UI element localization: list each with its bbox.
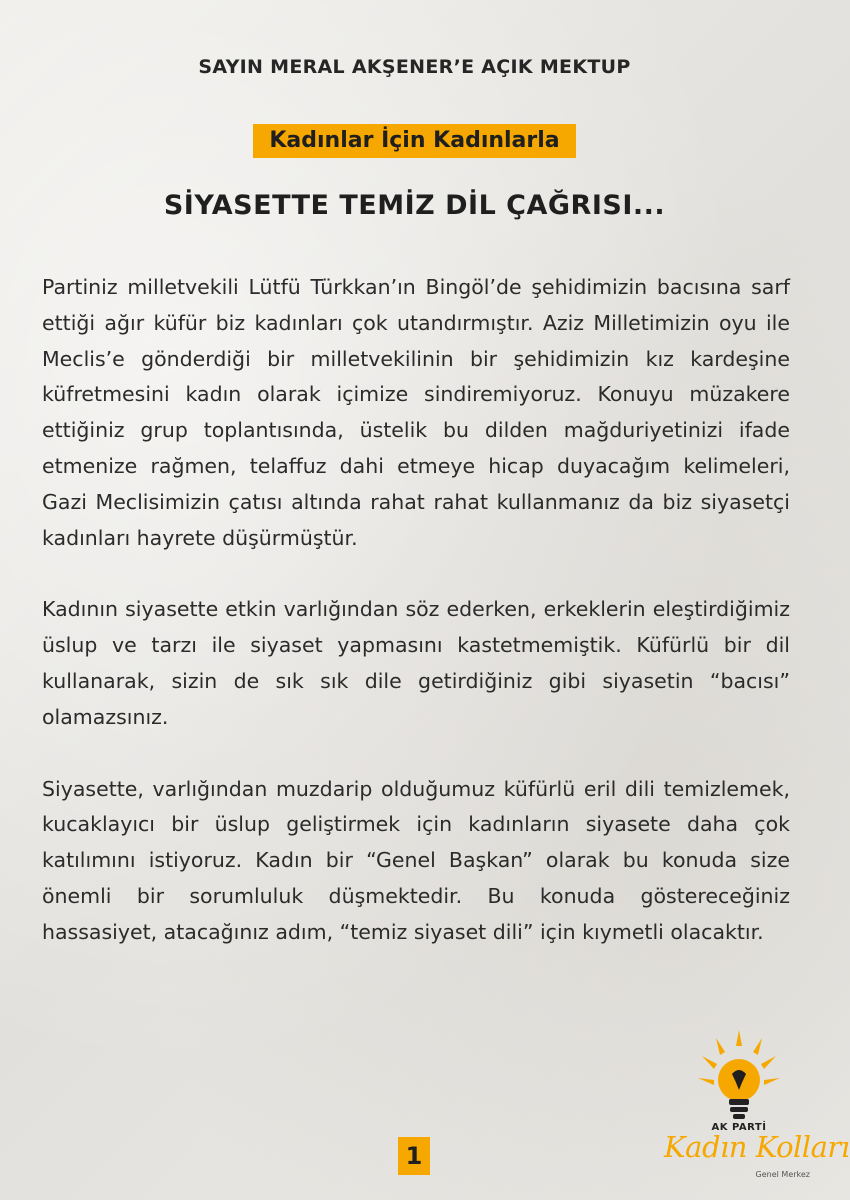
logo-subtitle: Genel Merkez <box>755 1170 810 1179</box>
paragraph-3: Siyasette, varlığından muzdarip olduğumuz küfürlü eril dili temizlemek, kucaklayıcı bir üslup geliştirmek için kadınların siyasete daha çok katılımını istiyoruz. Kadın bir “Genel Başkan” olarak bu konuda size önemli bir sorumluluk düşmektedir. Bu konuda göstereceğiniz hassasiyet, atacağınız adım, “temiz siyaset dili” için kıymetli olacaktır. <box>42 776 790 944</box>
logo-brand-name: Kadın Kolları <box>664 1130 850 1164</box>
paragraph-2: Kadının siyasette etkin varlığından söz ederken, erkeklerin eleştirdiğimiz üslup ve tarzı ile siyaset yapmasını kastetmemiştik. Küfürlü bir dil kullanarak, sizin de sık sık dile getirdiğiniz gibi siyasetin “bacısı” olamazsınız. <box>42 597 790 729</box>
logo-party-name: AK PARTİ <box>711 1122 767 1133</box>
letter-heading: SAYIN MERAL AKŞENER’E AÇIK MEKTUP <box>198 56 631 78</box>
banner-container <box>0 124 829 158</box>
slogan-banner: Kadınlar İçin Kadınlarla <box>253 124 575 158</box>
page-title: SİYASETTE TEMİZ DİL ÇAĞRISI... <box>163 190 666 221</box>
party-logo <box>664 1030 850 1190</box>
lightbulb-icon <box>698 1030 780 1126</box>
letter-body <box>42 270 790 987</box>
page-number: 1 <box>398 1137 430 1175</box>
paragraph-1: Partiniz milletvekili Lütfü Türkkan’ın Bingöl’de şehidimizin bacısına sarf ettiği ağır küfür biz kadınları çok utandırmıştır. Aziz Milletimizin oyu ile Meclis’e gönderdiği bir milletvekilinin bir şehidimizin kız kardeşine küfretmesini kadın olarak içimize sindiremiyoruz. Konuyu müzakere ettiğiniz grup toplantısında, üstelik bu dilden mağduriyetinizi ifade etmenize rağmen, telaffuz dahi etmeye hicap duyacağım kelimeleri, Gazi Meclisimizin çatısı altında rahat rahat kullanmanız da biz siyasetçi kadınları hayrete düşürmüştür. <box>42 275 790 550</box>
